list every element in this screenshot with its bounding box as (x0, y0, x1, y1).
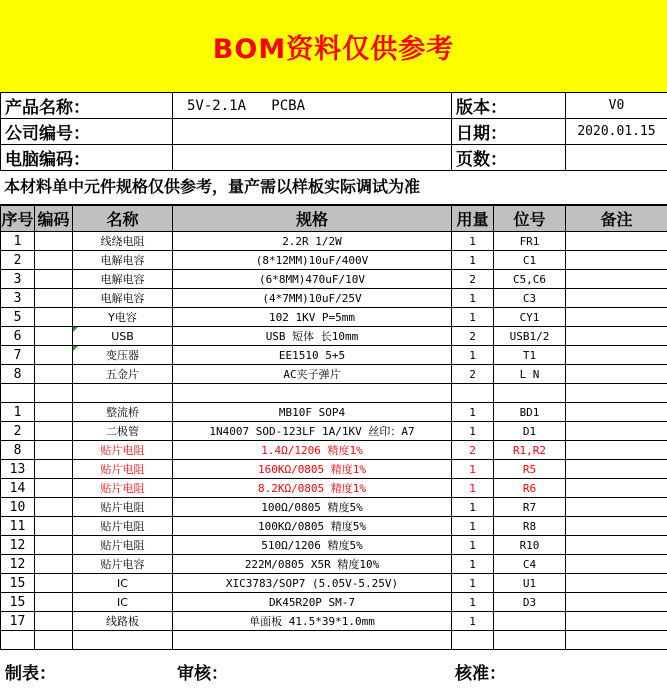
pc-code-label: 电脑编码： (1, 145, 173, 171)
item-ref[interactable]: CY1 (494, 308, 566, 327)
item-name[interactable]: IC (73, 593, 173, 612)
item-code[interactable] (35, 384, 73, 403)
item-no[interactable]: 17 (1, 612, 35, 631)
item-ref[interactable] (494, 612, 566, 631)
item-name[interactable]: 贴片电阻 (73, 498, 173, 517)
item-spec[interactable] (173, 384, 452, 403)
item-qty[interactable]: 1 (452, 612, 494, 631)
item-qty[interactable]: 1 (452, 422, 494, 441)
item-spec[interactable]: XIC3783/SOP7 (5.05V-5.25V) (173, 574, 452, 593)
item-spec[interactable]: 222M/0805 X5R 精度10% (173, 555, 452, 574)
item-code[interactable] (35, 403, 73, 422)
item-no[interactable]: 8 (1, 441, 35, 460)
item-spec[interactable]: 100Ω/0805 精度5% (173, 498, 452, 517)
table-row (1, 536, 667, 555)
item-remark[interactable] (566, 555, 667, 574)
product-name-label: 产品名称： (1, 93, 173, 119)
item-code[interactable] (35, 536, 73, 555)
item-spec[interactable]: 100KΩ/0805 精度5% (173, 517, 452, 536)
header-code: 编码 (35, 206, 73, 232)
date-value[interactable]: 2020.01.15 (566, 119, 667, 145)
company-code-value[interactable] (173, 119, 452, 145)
item-code[interactable] (35, 555, 73, 574)
header-remark: 备注 (566, 206, 667, 232)
item-no[interactable]: 3 (1, 270, 35, 289)
item-qty[interactable]: 1 (452, 555, 494, 574)
item-ref[interactable]: L N (494, 365, 566, 384)
item-ref[interactable]: C4 (494, 555, 566, 574)
item-code[interactable] (35, 460, 73, 479)
item-remark[interactable] (566, 593, 667, 612)
header-qty: 用量 (452, 206, 494, 232)
item-code[interactable] (35, 270, 73, 289)
header-ref: 位号 (494, 206, 566, 232)
version-value[interactable]: V0 (566, 93, 667, 119)
table-row (1, 479, 667, 498)
item-name[interactable] (73, 384, 173, 403)
header-spec: 规格 (173, 206, 452, 232)
table-row (1, 422, 667, 441)
item-no[interactable]: 2 (1, 251, 35, 270)
table-row (1, 251, 667, 270)
item-no[interactable]: 15 (1, 574, 35, 593)
item-qty[interactable]: 1 (452, 593, 494, 612)
item-remark[interactable] (566, 441, 667, 460)
made-by-label: 制表： (5, 664, 56, 684)
item-ref[interactable]: FR1 (494, 232, 566, 251)
item-spec[interactable]: 1N4007 SOD-123LF 1A/1KV 丝印：A7 (173, 422, 452, 441)
item-code[interactable] (35, 308, 73, 327)
item-qty[interactable]: 1 (452, 574, 494, 593)
item-code[interactable] (35, 422, 73, 441)
item-ref[interactable] (494, 631, 566, 650)
table-row (1, 460, 667, 479)
item-code[interactable] (35, 441, 73, 460)
item-spec[interactable]: EE1510 5+5 (173, 346, 452, 365)
item-no[interactable]: 11 (1, 517, 35, 536)
item-qty[interactable]: 2 (452, 365, 494, 384)
item-ref[interactable]: R1,R2 (494, 441, 566, 460)
item-qty[interactable]: 1 (452, 232, 494, 251)
item-remark[interactable] (566, 631, 667, 650)
item-spec[interactable] (173, 631, 452, 650)
item-code[interactable] (35, 365, 73, 384)
item-ref[interactable]: USB1/2 (494, 327, 566, 346)
table-row (1, 232, 667, 251)
item-qty[interactable]: 1 (452, 517, 494, 536)
item-name[interactable]: 贴片电容 (73, 555, 173, 574)
item-name[interactable]: 电解电容 (73, 289, 173, 308)
item-name[interactable]: 电解电容 (73, 270, 173, 289)
table-row (1, 384, 667, 403)
item-name[interactable]: 贴片电阻 (73, 441, 173, 460)
bom-items-table (0, 205, 667, 650)
item-code[interactable] (35, 517, 73, 536)
item-ref[interactable]: R10 (494, 536, 566, 555)
item-ref[interactable]: C1 (494, 251, 566, 270)
table-row (1, 403, 667, 422)
item-code[interactable] (35, 574, 73, 593)
item-name[interactable]: 贴片电阻 (73, 517, 173, 536)
item-no[interactable]: 3 (1, 289, 35, 308)
item-spec[interactable]: 8.2KΩ/0805 精度1% (173, 479, 452, 498)
item-ref[interactable] (494, 384, 566, 403)
item-qty[interactable]: 1 (452, 308, 494, 327)
table-row (1, 631, 667, 650)
item-no[interactable]: 12 (1, 536, 35, 555)
item-spec[interactable]: 160KΩ/0805 精度1% (173, 460, 452, 479)
item-no[interactable]: 13 (1, 460, 35, 479)
item-code[interactable] (35, 346, 73, 365)
table-row (1, 365, 667, 384)
item-remark[interactable] (566, 251, 667, 270)
item-name[interactable]: 贴片电阻 (73, 460, 173, 479)
item-no[interactable]: 12 (1, 555, 35, 574)
item-qty[interactable] (452, 631, 494, 650)
item-code[interactable] (35, 479, 73, 498)
item-name[interactable]: 线绕电阻 (73, 232, 173, 251)
item-code[interactable] (35, 631, 73, 650)
item-spec[interactable]: 102 1KV P=5mm (173, 308, 452, 327)
table-row (1, 308, 667, 327)
table-row (1, 517, 667, 536)
item-qty[interactable]: 1 (452, 346, 494, 365)
item-qty[interactable]: 1 (452, 498, 494, 517)
item-code[interactable] (35, 289, 73, 308)
item-spec[interactable]: 单面板 41.5*39*1.0mm (173, 612, 452, 631)
version-label: 版本： (452, 93, 566, 119)
item-remark[interactable] (566, 327, 667, 346)
disclaimer-note: 本材料单中元件规格仅供参考，量产需以样板实际调试为准 (0, 166, 667, 205)
item-qty[interactable]: 2 (452, 441, 494, 460)
item-name[interactable]: 变压器 (73, 346, 173, 365)
item-no[interactable]: 2 (1, 422, 35, 441)
table-row (1, 327, 667, 346)
sheet-title: BOM资料仅供参考 (0, 0, 667, 93)
table-row (1, 441, 667, 460)
item-no[interactable]: 6 (1, 327, 35, 346)
item-name[interactable]: 贴片电阻 (73, 536, 173, 555)
product-info-table (0, 92, 667, 171)
item-ref[interactable]: BD1 (494, 403, 566, 422)
item-remark[interactable] (566, 270, 667, 289)
table-row (1, 346, 667, 365)
item-spec[interactable]: (8*12MM)10uF/400V (173, 251, 452, 270)
item-remark[interactable] (566, 498, 667, 517)
item-ref[interactable]: T1 (494, 346, 566, 365)
item-qty[interactable]: 1 (452, 403, 494, 422)
item-ref[interactable]: R5 (494, 460, 566, 479)
item-no[interactable] (1, 384, 35, 403)
item-no[interactable]: 5 (1, 308, 35, 327)
table-row (1, 270, 667, 289)
item-ref[interactable]: U1 (494, 574, 566, 593)
item-name[interactable]: 五金片 (73, 365, 173, 384)
item-spec[interactable]: USB 短体 长10mm (173, 327, 452, 346)
item-remark[interactable] (566, 308, 667, 327)
item-remark[interactable] (566, 384, 667, 403)
item-spec[interactable]: (4*7MM)10uF/25V (173, 289, 452, 308)
product-name-value[interactable]: 5V-2.1A PCBA (173, 93, 452, 119)
item-qty[interactable]: 1 (452, 251, 494, 270)
table-row (1, 574, 667, 593)
table-row (1, 612, 667, 631)
item-code[interactable] (35, 612, 73, 631)
item-name[interactable]: 整流桥 (73, 403, 173, 422)
item-no[interactable]: 10 (1, 498, 35, 517)
reviewed-by-label: 审核： (177, 664, 228, 684)
item-ref[interactable]: R6 (494, 479, 566, 498)
item-ref[interactable]: D3 (494, 593, 566, 612)
item-spec[interactable]: AC夹子弹片 (173, 365, 452, 384)
item-code[interactable] (35, 498, 73, 517)
item-no[interactable]: 7 (1, 346, 35, 365)
item-remark[interactable] (566, 479, 667, 498)
item-ref[interactable]: D1 (494, 422, 566, 441)
item-remark[interactable] (566, 403, 667, 422)
item-remark[interactable] (566, 536, 667, 555)
table-row (1, 289, 667, 308)
item-qty[interactable]: 1 (452, 460, 494, 479)
item-name[interactable]: 二极管 (73, 422, 173, 441)
item-remark[interactable] (566, 460, 667, 479)
item-qty[interactable]: 1 (452, 536, 494, 555)
item-remark[interactable] (566, 346, 667, 365)
item-remark[interactable] (566, 574, 667, 593)
table-row (1, 555, 667, 574)
item-remark[interactable] (566, 422, 667, 441)
header-no: 序号 (1, 206, 35, 232)
item-remark[interactable] (566, 365, 667, 384)
item-spec[interactable]: 510Ω/1206 精度5% (173, 536, 452, 555)
item-name[interactable]: USB (73, 327, 173, 346)
item-ref[interactable]: C5,C6 (494, 270, 566, 289)
item-code[interactable] (35, 593, 73, 612)
item-spec[interactable]: (6*8MM)470uF/10V (173, 270, 452, 289)
item-name[interactable]: 贴片电阻 (73, 479, 173, 498)
item-remark[interactable] (566, 517, 667, 536)
item-qty[interactable]: 1 (452, 479, 494, 498)
item-name[interactable]: 电解电容 (73, 251, 173, 270)
pages-label: 页数： (452, 145, 566, 171)
item-ref[interactable]: R8 (494, 517, 566, 536)
item-ref[interactable]: C3 (494, 289, 566, 308)
item-name[interactable]: 线路板 (73, 612, 173, 631)
item-spec[interactable]: 2.2R 1/2W (173, 232, 452, 251)
date-label: 日期： (452, 119, 566, 145)
item-name[interactable]: Y电容 (73, 308, 173, 327)
item-no[interactable]: 8 (1, 365, 35, 384)
item-qty[interactable] (452, 384, 494, 403)
item-qty[interactable]: 2 (452, 327, 494, 346)
table-row (1, 498, 667, 517)
item-no[interactable]: 1 (1, 232, 35, 251)
item-no[interactable]: 14 (1, 479, 35, 498)
item-remark[interactable] (566, 612, 667, 631)
header-name: 名称 (73, 206, 173, 232)
approved-by-label: 核准： (455, 664, 506, 684)
company-code-label: 公司编号： (1, 119, 173, 145)
item-remark[interactable] (566, 289, 667, 308)
item-code[interactable] (35, 232, 73, 251)
item-spec[interactable]: MB10F SOP4 (173, 403, 452, 422)
item-name[interactable] (73, 631, 173, 650)
table-header-row (1, 206, 667, 232)
item-name[interactable]: IC (73, 574, 173, 593)
item-remark[interactable] (566, 232, 667, 251)
item-code[interactable] (35, 251, 73, 270)
item-ref[interactable]: R7 (494, 498, 566, 517)
item-spec[interactable]: 1.4Ω/1206 精度1% (173, 441, 452, 460)
item-no[interactable] (1, 631, 35, 650)
signature-footer (0, 650, 667, 688)
item-qty[interactable]: 1 (452, 289, 494, 308)
item-code[interactable] (35, 327, 73, 346)
item-qty[interactable]: 2 (452, 270, 494, 289)
item-no[interactable]: 1 (1, 403, 35, 422)
table-row (1, 593, 667, 612)
item-no[interactable]: 15 (1, 593, 35, 612)
item-spec[interactable]: DK45R20P SM-7 (173, 593, 452, 612)
